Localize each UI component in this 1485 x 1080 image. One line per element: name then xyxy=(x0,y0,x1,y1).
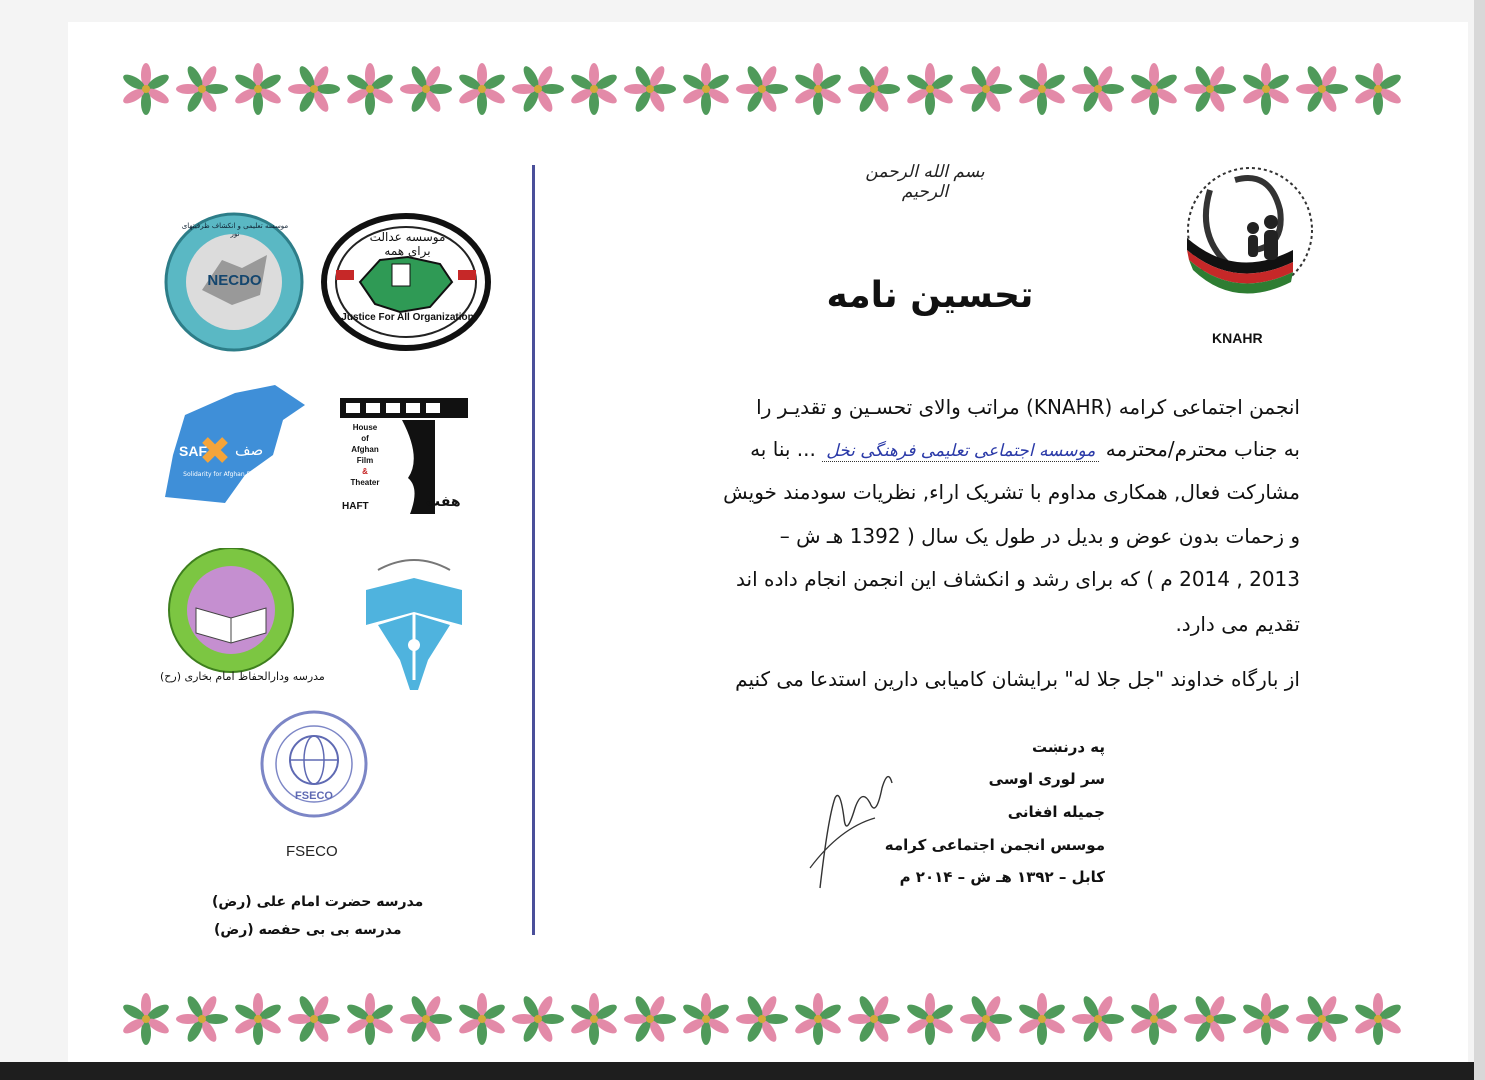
flower-ornament xyxy=(848,994,900,1044)
flower-ornament xyxy=(1184,994,1236,1044)
flower-border-bottom xyxy=(118,992,1418,1046)
flower-ornament xyxy=(1296,994,1348,1044)
certificate-title: تحسين نامه xyxy=(826,275,1034,316)
flower-ornament xyxy=(457,63,507,115)
signature-line-1: په درنښت xyxy=(1031,738,1105,756)
recipient-suffix: ... بنا به xyxy=(750,437,816,461)
flower-ornament xyxy=(176,994,228,1044)
necdo-logo xyxy=(162,210,307,355)
body-line-5: تقدیم می دارد. xyxy=(1175,612,1300,636)
flower-border-top xyxy=(118,62,1418,116)
justice-for-all-logo xyxy=(320,212,492,352)
flower-ornament xyxy=(624,64,676,114)
saf-logo xyxy=(165,385,315,510)
haft-label-fa: هفت xyxy=(426,494,461,510)
flower-ornament xyxy=(1353,63,1403,115)
flower-ornament xyxy=(1017,63,1067,115)
flower-ornament xyxy=(793,993,843,1045)
madrasa-bukhari-logo xyxy=(162,548,300,673)
flower-ornament xyxy=(288,994,340,1044)
flower-ornament xyxy=(512,64,564,114)
closing-line: از بارگاه خداوند "جل جلا له" برایشان کامیابی دارین استدعا می کنیم xyxy=(735,667,1300,691)
vertical-divider xyxy=(532,165,535,935)
fseco-caption: FSECO xyxy=(286,843,338,860)
flower-ornament xyxy=(681,993,731,1045)
flower-ornament xyxy=(736,994,788,1044)
flower-ornament xyxy=(905,993,955,1045)
haft-line: Film xyxy=(356,456,374,465)
flower-ornament xyxy=(1072,994,1124,1044)
recipient-prefix: به جناب محترم/محترمه xyxy=(1105,437,1300,461)
necdo-label: NECDO xyxy=(207,272,262,289)
scan-right-edge xyxy=(1474,0,1485,1080)
flower-ornament xyxy=(681,63,731,115)
haft-line: House xyxy=(352,423,378,432)
madrasa-bukhari-caption: مدرسه ودارالحفاظ امام بخاری (رح) xyxy=(160,670,325,683)
flower-ornament xyxy=(1129,63,1179,115)
flower-ornament xyxy=(121,993,171,1045)
flower-ornament xyxy=(1017,993,1067,1045)
basmala-calligraphy: بسم الله الرحمن الرحيم xyxy=(865,162,985,202)
haft-line: Theater xyxy=(350,478,380,487)
flower-ornament xyxy=(288,64,340,114)
flower-ornament xyxy=(345,993,395,1045)
flower-ornament xyxy=(848,64,900,114)
saf-label-fa: صف xyxy=(235,441,264,459)
flower-ornament xyxy=(1241,63,1291,115)
knahr-caption: KNAHR xyxy=(1212,330,1263,346)
haft-line: of xyxy=(361,434,369,443)
signature-line-3: جمیله افغانی xyxy=(1007,803,1105,821)
flower-ornament xyxy=(457,993,507,1045)
body-line-3: و زحمات بدون عوض و بدیل در طول یک سال ( 1392 هـ ش – xyxy=(779,524,1300,548)
haft-caption-lines xyxy=(342,422,388,488)
body-line-1: انجمن اجتماعی کرامه (KNAHR) مراتب والای تحسـین و تقدیـر را xyxy=(756,395,1300,419)
knahr-logo xyxy=(1175,150,1325,330)
haft-line: & xyxy=(362,467,368,476)
saf-label: SAF xyxy=(179,443,207,459)
flower-ornament xyxy=(512,994,564,1044)
saf-subtitle: Solidarity for Afghan Families xyxy=(183,471,271,478)
flower-ornament xyxy=(233,63,283,115)
flower-ornament xyxy=(1296,64,1348,114)
recipient-name-handwritten: موسسه اجتماعی تعلیمی فرهنگی نخل xyxy=(822,441,1099,462)
footer-caption-imam-ali: مدرسه حضرت امام علی (رض) xyxy=(212,894,424,910)
haft-label: HAFT xyxy=(342,501,369,512)
fseco-logo xyxy=(258,708,370,820)
flower-ornament xyxy=(905,63,955,115)
body-line-4: 2013 , 2014 م ) که برای رشد و انکشاف این انجمن انجام داده اند xyxy=(736,567,1300,591)
flower-ornament xyxy=(569,993,619,1045)
flower-ornament xyxy=(233,993,283,1045)
body-line-2: مشارکت فعال, همکاری مداوم با تشریک اراء, نظریات سودمند خویش xyxy=(723,480,1300,504)
flower-ornament xyxy=(960,994,1012,1044)
justice-arc-text: موسسه عدالت برای همه xyxy=(369,230,446,258)
footer-caption-bibi-hafsa: مدرسه بی بی حفصه (رض) xyxy=(214,922,402,938)
flower-ornament xyxy=(176,64,228,114)
handwritten-signature xyxy=(800,758,920,898)
flower-ornament xyxy=(1241,993,1291,1045)
flower-ornament xyxy=(121,63,171,115)
flower-ornament xyxy=(793,63,843,115)
signature-line-4: موسس انجمن اجتماعی کرامه xyxy=(884,836,1105,854)
signature-line-2: سر لوری اوسی xyxy=(988,770,1105,788)
flower-ornament xyxy=(736,64,788,114)
signature-line-5: کابل – ۱۳۹۲ هـ ش – ۲۰۱۴ م xyxy=(899,868,1105,886)
flower-ornament xyxy=(1072,64,1124,114)
flower-ornament xyxy=(960,64,1012,114)
scan-bottom-edge xyxy=(0,1062,1485,1080)
recipient-line xyxy=(750,437,1300,461)
fseco-stamp-label: FSECO xyxy=(295,790,333,802)
shura-book-logo xyxy=(358,530,470,695)
flower-ornament xyxy=(345,63,395,115)
flower-ornament xyxy=(400,994,452,1044)
flower-ornament xyxy=(1353,993,1403,1045)
flower-ornament xyxy=(1129,993,1179,1045)
haft-line: Afghan xyxy=(351,445,379,454)
flower-ornament xyxy=(1184,64,1236,114)
haft-logo xyxy=(340,398,468,516)
flower-ornament xyxy=(400,64,452,114)
flower-ornament xyxy=(569,63,619,115)
necdo-arc-text: موسسه تعلیمی و انکشاف ظرفیتهای نور xyxy=(181,222,289,238)
flower-ornament xyxy=(624,994,676,1044)
justice-bottom-text: Justice For All Organization xyxy=(341,312,474,323)
